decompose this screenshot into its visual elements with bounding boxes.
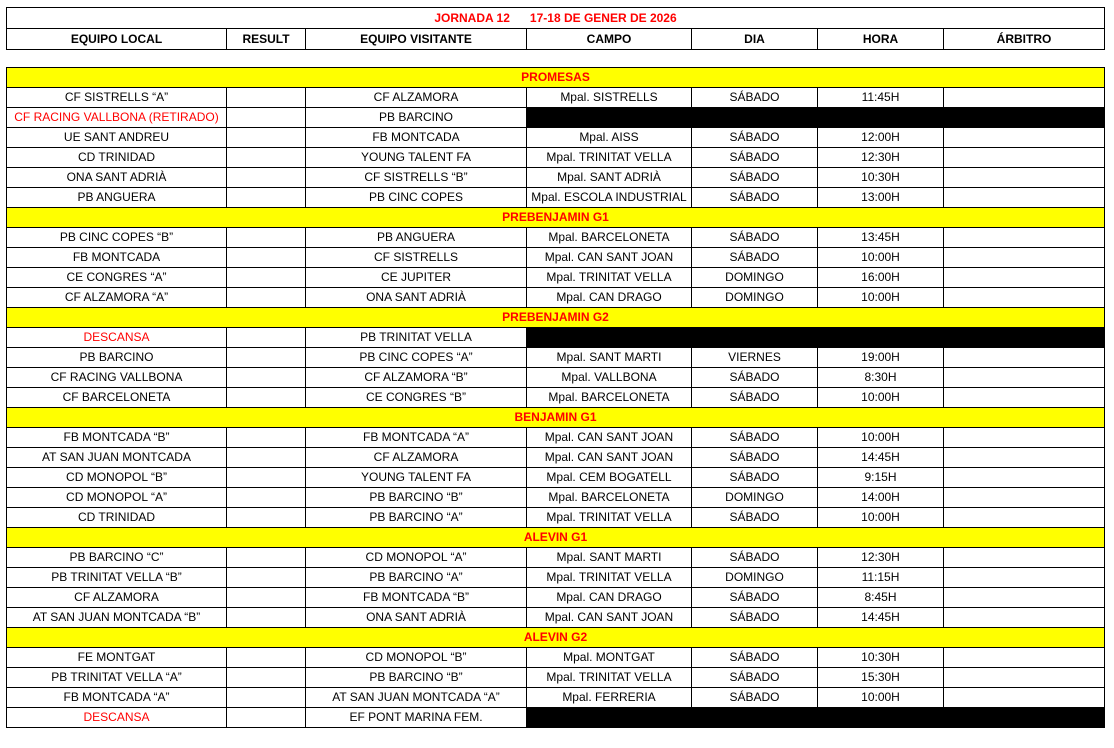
field-cell: Mpal. TRINITAT VELLA (527, 148, 692, 168)
referee-cell (944, 688, 1105, 708)
referee-cell (944, 228, 1105, 248)
referee-cell (944, 268, 1105, 288)
time-cell: 13:00H (818, 188, 944, 208)
home-team-cell: PB BARCINO “C” (7, 548, 227, 568)
group-header-row (7, 208, 1105, 228)
result-cell (227, 268, 306, 288)
day-cell: SÁBADO (692, 468, 818, 488)
day-cell: SÁBADO (692, 588, 818, 608)
match-row (7, 168, 1105, 188)
match-row (7, 488, 1105, 508)
time-cell: 10:30H (818, 648, 944, 668)
field-cell: Mpal. TRINITAT VELLA (527, 508, 692, 528)
match-row (7, 128, 1105, 148)
away-team-cell: PB TRINITAT VELLA (306, 328, 527, 348)
day-cell: SÁBADO (692, 368, 818, 388)
referee-cell (944, 88, 1105, 108)
referee-cell (944, 368, 1105, 388)
away-team-cell: CD MONOPOL “A” (306, 548, 527, 568)
home-team-cell: FB MONTCADA (7, 248, 227, 268)
col-header-time: HORA (818, 29, 944, 50)
match-row (7, 428, 1105, 448)
match-row (7, 448, 1105, 468)
result-cell (227, 348, 306, 368)
referee-cell (944, 468, 1105, 488)
referee-cell (944, 508, 1105, 528)
home-team-cell: PB TRINITAT VELLA “A” (7, 668, 227, 688)
day-cell: SÁBADO (692, 448, 818, 468)
home-team-cell: UE SANT ANDREU (7, 128, 227, 148)
away-team-cell: CE JUPITER (306, 268, 527, 288)
away-team-cell: CD MONOPOL “B” (306, 648, 527, 668)
match-row (7, 608, 1105, 628)
field-cell: Mpal. AISS (527, 128, 692, 148)
referee-cell (944, 588, 1105, 608)
result-cell (227, 428, 306, 448)
home-team-cell: FE MONTGAT (7, 648, 227, 668)
fixtures-body (7, 68, 1105, 728)
day-cell: DOMINGO (692, 568, 818, 588)
match-row (7, 468, 1105, 488)
time-cell: 14:45H (818, 608, 944, 628)
away-team-cell: CF ALZAMORA (306, 448, 527, 468)
field-cell: Mpal. CAN SANT JOAN (527, 428, 692, 448)
time-cell: 12:00H (818, 128, 944, 148)
time-cell: 16:00H (818, 268, 944, 288)
time-cell: 10:00H (818, 388, 944, 408)
day-cell: SÁBADO (692, 148, 818, 168)
day-cell: SÁBADO (692, 168, 818, 188)
day-cell: SÁBADO (692, 648, 818, 668)
col-header-field: CAMPO (527, 29, 692, 50)
referee-cell (944, 188, 1105, 208)
day-cell: DOMINGO (692, 288, 818, 308)
referee-cell (944, 668, 1105, 688)
match-row (7, 348, 1105, 368)
field-cell: Mpal. BARCELONETA (527, 388, 692, 408)
away-team-cell: YOUNG TALENT FA (306, 148, 527, 168)
result-cell (227, 568, 306, 588)
field-cell: Mpal. TRINITAT VELLA (527, 268, 692, 288)
away-team-cell: PB BARCINO “B” (306, 668, 527, 688)
day-cell: DOMINGO (692, 268, 818, 288)
group-title: ALEVIN G2 (7, 628, 1105, 648)
match-row (7, 368, 1105, 388)
home-team-cell: CF RACING VALLBONA (RETIRADO) (7, 108, 227, 128)
match-row (7, 148, 1105, 168)
away-team-cell: YOUNG TALENT FA (306, 468, 527, 488)
referee-cell (944, 288, 1105, 308)
result-cell (227, 708, 306, 728)
result-cell (227, 188, 306, 208)
field-cell: Mpal. ESCOLA INDUSTRIAL (527, 188, 692, 208)
home-team-cell: CF ALZAMORA “A” (7, 288, 227, 308)
field-cell: Mpal. SISTRELLS (527, 88, 692, 108)
referee-cell (944, 168, 1105, 188)
match-row (7, 588, 1105, 608)
time-cell: 12:30H (818, 548, 944, 568)
field-cell: Mpal. SANT MARTI (527, 348, 692, 368)
result-cell (227, 448, 306, 468)
home-team-cell: CE CONGRES “A” (7, 268, 227, 288)
away-team-cell: CF ALZAMORA (306, 88, 527, 108)
time-cell: 10:30H (818, 168, 944, 188)
away-team-cell: PB BARCINO “A” (306, 508, 527, 528)
result-cell (227, 328, 306, 348)
home-team-cell: CF ALZAMORA (7, 588, 227, 608)
day-cell: SÁBADO (692, 548, 818, 568)
day-cell: SÁBADO (692, 428, 818, 448)
match-row (7, 708, 1105, 728)
time-cell: 9:15H (818, 468, 944, 488)
match-row (7, 568, 1105, 588)
match-row (7, 288, 1105, 308)
day-cell: SÁBADO (692, 128, 818, 148)
time-cell: 19:00H (818, 348, 944, 368)
day-cell: SÁBADO (692, 388, 818, 408)
match-row (7, 508, 1105, 528)
field-cell: Mpal. BARCELONETA (527, 488, 692, 508)
result-cell (227, 128, 306, 148)
home-team-cell: DESCANSA (7, 708, 227, 728)
group-title: PREBENJAMIN G1 (7, 208, 1105, 228)
result-cell (227, 588, 306, 608)
result-cell (227, 108, 306, 128)
day-cell: DOMINGO (692, 488, 818, 508)
time-cell: 11:15H (818, 568, 944, 588)
home-team-cell: AT SAN JUAN MONTCADA “B” (7, 608, 227, 628)
match-row (7, 548, 1105, 568)
match-row (7, 668, 1105, 688)
away-team-cell: CF ALZAMORA “B” (306, 368, 527, 388)
time-cell: 12:30H (818, 148, 944, 168)
match-row (7, 648, 1105, 668)
col-header-day: DIA (692, 29, 818, 50)
away-team-cell: FB MONTCADA “A” (306, 428, 527, 448)
away-team-cell: AT SAN JUAN MONTCADA “A” (306, 688, 527, 708)
group-title: PROMESAS (7, 68, 1105, 88)
match-row (7, 688, 1105, 708)
result-cell (227, 248, 306, 268)
field-cell: Mpal. SANT MARTI (527, 548, 692, 568)
day-cell: SÁBADO (692, 88, 818, 108)
time-cell: 14:00H (818, 488, 944, 508)
away-team-cell: PB CINC COPES “A” (306, 348, 527, 368)
match-row (7, 188, 1105, 208)
blocked-cell (527, 708, 1105, 728)
time-cell: 14:45H (818, 448, 944, 468)
field-cell: Mpal. TRINITAT VELLA (527, 568, 692, 588)
group-header-row (7, 528, 1105, 548)
away-team-cell: CF SISTRELLS “B” (306, 168, 527, 188)
away-team-cell: PB BARCINO (306, 108, 527, 128)
col-header-away: EQUIPO VISITANTE (306, 29, 527, 50)
group-title: PREBENJAMIN G2 (7, 308, 1105, 328)
day-cell: SÁBADO (692, 608, 818, 628)
blocked-cell (527, 108, 1105, 128)
referee-cell (944, 448, 1105, 468)
match-row (7, 388, 1105, 408)
group-header-row (7, 408, 1105, 428)
referee-cell (944, 388, 1105, 408)
result-cell (227, 548, 306, 568)
match-row (7, 248, 1105, 268)
match-row (7, 88, 1105, 108)
away-team-cell: CE CONGRES “B” (306, 388, 527, 408)
home-team-cell: FB MONTCADA “B” (7, 428, 227, 448)
result-cell (227, 168, 306, 188)
field-cell: Mpal. CEM BOGATELL (527, 468, 692, 488)
result-cell (227, 228, 306, 248)
away-team-cell: PB BARCINO “A” (306, 568, 527, 588)
column-headers (7, 29, 1105, 50)
time-cell: 8:45H (818, 588, 944, 608)
home-team-cell: PB CINC COPES “B” (7, 228, 227, 248)
home-team-cell: CF BARCELONETA (7, 388, 227, 408)
jornada-dates: 17-18 DE GENER DE 2026 (529, 11, 677, 25)
group-header-row (7, 68, 1105, 88)
time-cell: 13:45H (818, 228, 944, 248)
field-cell: Mpal. CAN SANT JOAN (527, 248, 692, 268)
referee-cell (944, 248, 1105, 268)
away-team-cell: PB ANGUERA (306, 228, 527, 248)
time-cell: 10:00H (818, 508, 944, 528)
away-team-cell: CF SISTRELLS (306, 248, 527, 268)
match-row (7, 268, 1105, 288)
home-team-cell: PB ANGUERA (7, 188, 227, 208)
home-team-cell: FB MONTCADA “A” (7, 688, 227, 708)
day-cell: SÁBADO (692, 188, 818, 208)
result-cell (227, 368, 306, 388)
referee-cell (944, 548, 1105, 568)
blocked-cell (527, 328, 1105, 348)
group-header-row (7, 308, 1105, 328)
away-team-cell: PB CINC COPES (306, 188, 527, 208)
match-row (7, 228, 1105, 248)
result-cell (227, 88, 306, 108)
away-team-cell: ONA SANT ADRIÀ (306, 608, 527, 628)
time-cell: 10:00H (818, 248, 944, 268)
result-cell (227, 688, 306, 708)
match-row (7, 328, 1105, 348)
jornada-number: JORNADA 12 (434, 11, 510, 25)
field-cell: Mpal. CAN DRAGO (527, 288, 692, 308)
referee-cell (944, 428, 1105, 448)
field-cell: Mpal. CAN SANT JOAN (527, 448, 692, 468)
result-cell (227, 288, 306, 308)
group-title: BENJAMIN G1 (7, 408, 1105, 428)
referee-cell (944, 348, 1105, 368)
result-cell (227, 648, 306, 668)
field-cell: Mpal. CAN DRAGO (527, 588, 692, 608)
day-cell: VIERNES (692, 348, 818, 368)
day-cell: SÁBADO (692, 228, 818, 248)
referee-cell (944, 608, 1105, 628)
referee-cell (944, 128, 1105, 148)
home-team-cell: CD MONOPOL “B” (7, 468, 227, 488)
group-header-row (7, 628, 1105, 648)
col-header-result: RESULT (227, 29, 306, 50)
field-cell: Mpal. SANT ADRIÀ (527, 168, 692, 188)
field-cell: Mpal. VALLBONA (527, 368, 692, 388)
group-title: ALEVIN G1 (7, 528, 1105, 548)
time-cell: 11:45H (818, 88, 944, 108)
result-cell (227, 388, 306, 408)
away-team-cell: FB MONTCADA “B” (306, 588, 527, 608)
time-cell: 10:00H (818, 428, 944, 448)
away-team-cell: PB BARCINO “B” (306, 488, 527, 508)
day-cell: SÁBADO (692, 248, 818, 268)
fixtures-table (6, 67, 1105, 728)
time-cell: 15:30H (818, 668, 944, 688)
field-cell: Mpal. TRINITAT VELLA (527, 668, 692, 688)
referee-cell (944, 148, 1105, 168)
referee-cell (944, 568, 1105, 588)
result-cell (227, 148, 306, 168)
away-team-cell: ONA SANT ADRIÀ (306, 288, 527, 308)
day-cell: SÁBADO (692, 688, 818, 708)
time-cell: 8:30H (818, 368, 944, 388)
col-header-home: EQUIPO LOCAL (7, 29, 227, 50)
home-team-cell: PB TRINITAT VELLA “B” (7, 568, 227, 588)
home-team-cell: DESCANSA (7, 328, 227, 348)
field-cell: Mpal. BARCELONETA (527, 228, 692, 248)
jornada-title (7, 8, 1105, 29)
time-cell: 10:00H (818, 288, 944, 308)
home-team-cell: CF RACING VALLBONA (7, 368, 227, 388)
field-cell: Mpal. CAN SANT JOAN (527, 608, 692, 628)
home-team-cell: PB BARCINO (7, 348, 227, 368)
time-cell: 10:00H (818, 688, 944, 708)
field-cell: Mpal. FERRERIA (527, 688, 692, 708)
result-cell (227, 508, 306, 528)
home-team-cell: CD TRINIDAD (7, 148, 227, 168)
field-cell: Mpal. MONTGAT (527, 648, 692, 668)
col-header-referee: ÁRBITRO (944, 29, 1105, 50)
away-team-cell: EF PONT MARINA FEM. (306, 708, 527, 728)
match-row (7, 108, 1105, 128)
home-team-cell: CD TRINIDAD (7, 508, 227, 528)
home-team-cell: AT SAN JUAN MONTCADA (7, 448, 227, 468)
result-cell (227, 608, 306, 628)
away-team-cell: FB MONTCADA (306, 128, 527, 148)
result-cell (227, 468, 306, 488)
referee-cell (944, 488, 1105, 508)
home-team-cell: CD MONOPOL “A” (7, 488, 227, 508)
day-cell: SÁBADO (692, 668, 818, 688)
day-cell: SÁBADO (692, 508, 818, 528)
header-table (6, 7, 1105, 50)
home-team-cell: CF SISTRELLS “A” (7, 88, 227, 108)
result-cell (227, 488, 306, 508)
home-team-cell: ONA SANT ADRIÀ (7, 168, 227, 188)
referee-cell (944, 648, 1105, 668)
result-cell (227, 668, 306, 688)
